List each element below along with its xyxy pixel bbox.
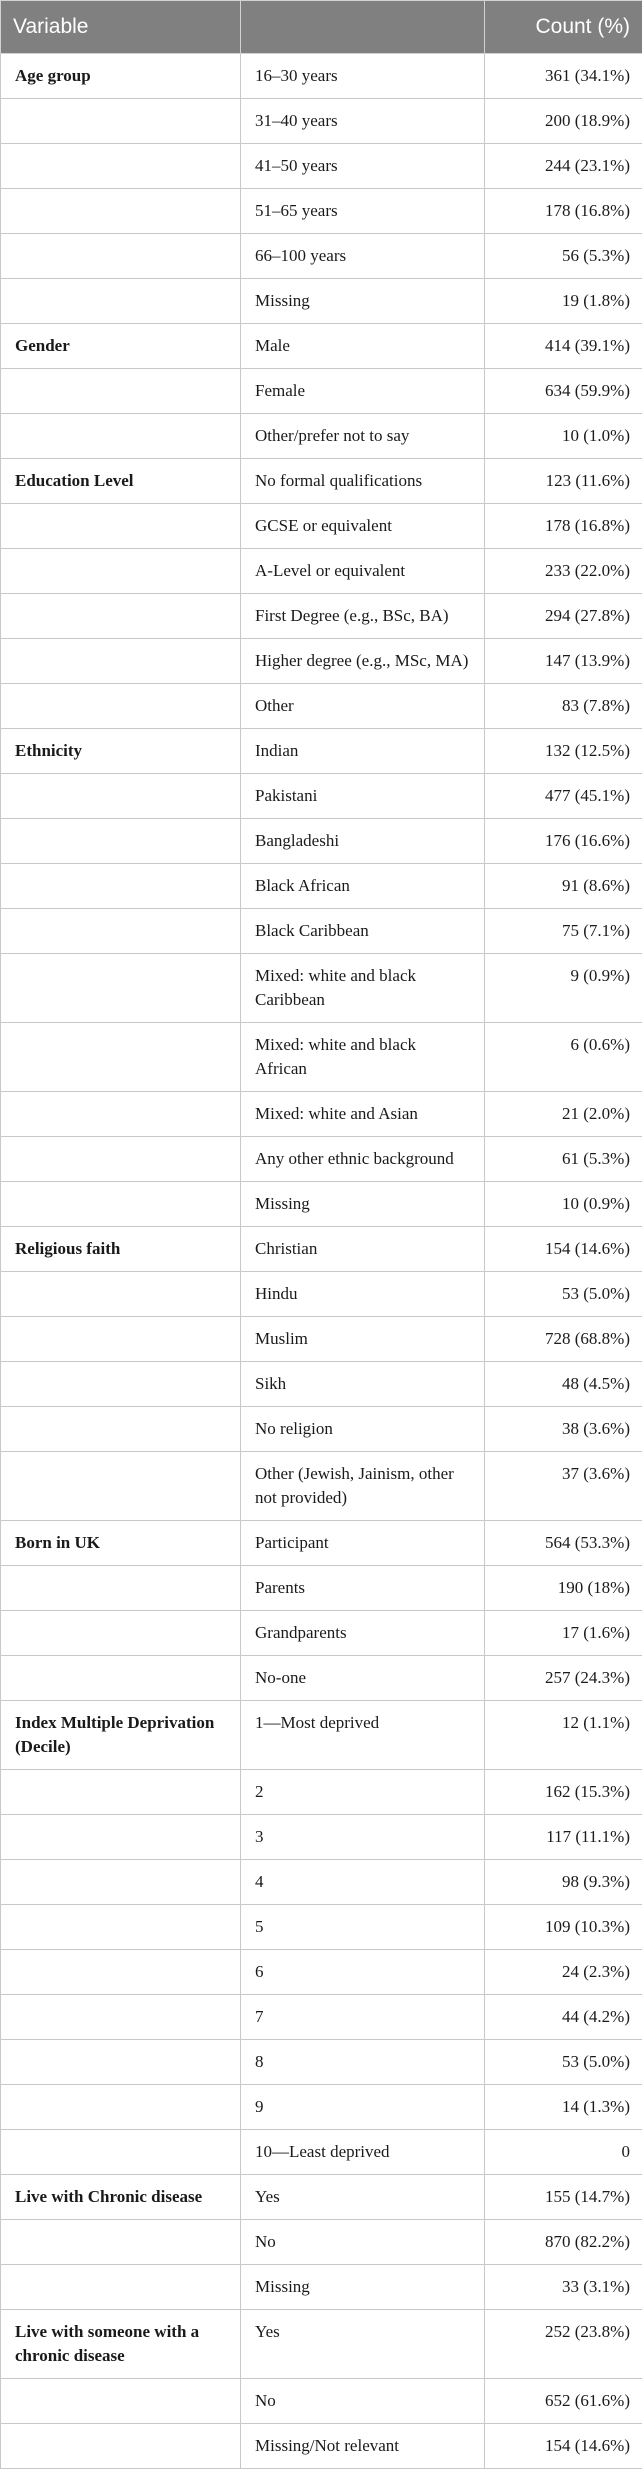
variable-cell [1, 234, 241, 279]
count-cell: 98 (9.3%) [485, 1860, 642, 1905]
table-row [1, 594, 642, 639]
table-row [1, 234, 642, 279]
category-cell: First Degree (e.g., BSc, BA) [241, 594, 485, 639]
variable-cell [1, 2220, 241, 2265]
header-count: Count (%) [485, 1, 642, 54]
table-row [1, 2175, 642, 2220]
variable-cell [1, 774, 241, 819]
variable-cell [1, 99, 241, 144]
category-cell: No formal qualifications [241, 459, 485, 504]
count-cell: 200 (18.9%) [485, 99, 642, 144]
table-row [1, 1137, 642, 1182]
variable-cell [1, 909, 241, 954]
category-cell: Mixed: white and black African [241, 1023, 485, 1092]
variable-cell: Education Level [1, 459, 241, 504]
table-row [1, 2085, 642, 2130]
table-row [1, 54, 642, 99]
count-cell: 24 (2.3%) [485, 1950, 642, 1995]
category-cell: Christian [241, 1227, 485, 1272]
table-row [1, 1905, 642, 1950]
count-cell: 176 (16.6%) [485, 819, 642, 864]
table-row [1, 1611, 642, 1656]
table-row [1, 1092, 642, 1137]
variable-cell [1, 2085, 241, 2130]
variable-cell [1, 684, 241, 729]
table-row [1, 549, 642, 594]
variable-cell [1, 144, 241, 189]
table-row [1, 2040, 642, 2085]
table-row [1, 1995, 642, 2040]
category-cell: Missing [241, 279, 485, 324]
variable-cell [1, 1905, 241, 1950]
table-row [1, 774, 642, 819]
variable-cell [1, 2379, 241, 2424]
count-cell: 53 (5.0%) [485, 1272, 642, 1317]
table-row [1, 1452, 642, 1521]
variable-cell [1, 639, 241, 684]
count-cell: 728 (68.8%) [485, 1317, 642, 1362]
count-cell: 38 (3.6%) [485, 1407, 642, 1452]
header-category [241, 1, 485, 54]
table-row [1, 639, 642, 684]
table-row [1, 459, 642, 504]
category-cell: 66–100 years [241, 234, 485, 279]
variable-cell [1, 1272, 241, 1317]
table-row [1, 909, 642, 954]
count-cell: 6 (0.6%) [485, 1023, 642, 1092]
table-row [1, 414, 642, 459]
variable-cell [1, 369, 241, 414]
table-row [1, 2265, 642, 2310]
table-body [1, 54, 642, 2469]
variable-cell [1, 2130, 241, 2175]
table-header [1, 1, 642, 54]
table-row [1, 1860, 642, 1905]
category-cell: 8 [241, 2040, 485, 2085]
table-row [1, 1362, 642, 1407]
category-cell: Grandparents [241, 1611, 485, 1656]
variable-cell: Gender [1, 324, 241, 369]
count-cell: 14 (1.3%) [485, 2085, 642, 2130]
count-cell: 147 (13.9%) [485, 639, 642, 684]
count-cell: 91 (8.6%) [485, 864, 642, 909]
category-cell: Black African [241, 864, 485, 909]
count-cell: 9 (0.9%) [485, 954, 642, 1023]
category-cell: Bangladeshi [241, 819, 485, 864]
count-cell: 75 (7.1%) [485, 909, 642, 954]
variable-cell [1, 504, 241, 549]
variable-cell: Born in UK [1, 1521, 241, 1566]
count-cell: 233 (22.0%) [485, 549, 642, 594]
count-cell: 83 (7.8%) [485, 684, 642, 729]
variable-cell [1, 1611, 241, 1656]
category-cell: 41–50 years [241, 144, 485, 189]
count-cell: 0 [485, 2130, 642, 2175]
count-cell: 19 (1.8%) [485, 279, 642, 324]
table-row [1, 1317, 642, 1362]
count-cell: 257 (24.3%) [485, 1656, 642, 1701]
category-cell: Any other ethnic background [241, 1137, 485, 1182]
table-row [1, 1770, 642, 1815]
variable-cell: Index Multiple Deprivation (Decile) [1, 1701, 241, 1770]
table-row [1, 2424, 642, 2469]
variable-cell: Ethnicity [1, 729, 241, 774]
count-cell: 37 (3.6%) [485, 1452, 642, 1521]
count-cell: 178 (16.8%) [485, 504, 642, 549]
count-cell: 244 (23.1%) [485, 144, 642, 189]
category-cell: 1—Most deprived [241, 1701, 485, 1770]
table-row [1, 2379, 642, 2424]
category-cell: Black Caribbean [241, 909, 485, 954]
table-row [1, 279, 642, 324]
category-cell: 31–40 years [241, 99, 485, 144]
variable-cell [1, 864, 241, 909]
variable-cell [1, 594, 241, 639]
table-row [1, 1950, 642, 1995]
category-cell: No-one [241, 1656, 485, 1701]
variable-cell [1, 819, 241, 864]
category-cell: 5 [241, 1905, 485, 1950]
category-cell: 51–65 years [241, 189, 485, 234]
category-cell: 7 [241, 1995, 485, 2040]
variable-cell: Religious faith [1, 1227, 241, 1272]
variable-cell [1, 189, 241, 234]
variable-cell [1, 1995, 241, 2040]
header-variable: Variable [1, 1, 241, 54]
category-cell: Higher degree (e.g., MSc, MA) [241, 639, 485, 684]
count-cell: 294 (27.8%) [485, 594, 642, 639]
count-cell: 109 (10.3%) [485, 1905, 642, 1950]
category-cell: 6 [241, 1950, 485, 1995]
category-cell: Other/prefer not to say [241, 414, 485, 459]
category-cell: Missing [241, 1182, 485, 1227]
category-cell: Female [241, 369, 485, 414]
variable-cell [1, 1182, 241, 1227]
variable-cell: Live with Chronic disease [1, 2175, 241, 2220]
variable-cell [1, 1023, 241, 1092]
category-cell: Yes [241, 2310, 485, 2379]
category-cell: Muslim [241, 1317, 485, 1362]
count-cell: 155 (14.7%) [485, 2175, 642, 2220]
count-cell: 21 (2.0%) [485, 1092, 642, 1137]
table-row [1, 99, 642, 144]
category-cell: Other (Jewish, Jainism, other not provided) [241, 1452, 485, 1521]
table-row [1, 1815, 642, 1860]
count-cell: 190 (18%) [485, 1566, 642, 1611]
count-cell: 154 (14.6%) [485, 1227, 642, 1272]
category-cell: Pakistani [241, 774, 485, 819]
count-cell: 48 (4.5%) [485, 1362, 642, 1407]
table-row [1, 504, 642, 549]
table-row [1, 1407, 642, 1452]
variable-cell [1, 279, 241, 324]
variable-cell [1, 2265, 241, 2310]
variable-cell [1, 1407, 241, 1452]
category-cell: No religion [241, 1407, 485, 1452]
category-cell: Missing/Not relevant [241, 2424, 485, 2469]
category-cell: Participant [241, 1521, 485, 1566]
count-cell: 117 (11.1%) [485, 1815, 642, 1860]
table-row [1, 819, 642, 864]
category-cell: Mixed: white and Asian [241, 1092, 485, 1137]
category-cell: 3 [241, 1815, 485, 1860]
variable-cell [1, 1860, 241, 1905]
category-cell: 4 [241, 1860, 485, 1905]
variable-cell [1, 2424, 241, 2469]
category-cell: Hindu [241, 1272, 485, 1317]
variable-cell [1, 1656, 241, 1701]
table-row [1, 1023, 642, 1092]
variable-cell: Live with someone with a chronic disease [1, 2310, 241, 2379]
variable-cell [1, 414, 241, 459]
variable-cell [1, 1317, 241, 1362]
count-cell: 61 (5.3%) [485, 1137, 642, 1182]
category-cell: Indian [241, 729, 485, 774]
count-cell: 564 (53.3%) [485, 1521, 642, 1566]
header-row [1, 1, 642, 54]
variable-cell [1, 1092, 241, 1137]
category-cell: 16–30 years [241, 54, 485, 99]
category-cell: Male [241, 324, 485, 369]
count-cell: 154 (14.6%) [485, 2424, 642, 2469]
count-cell: 10 (1.0%) [485, 414, 642, 459]
table-row [1, 2130, 642, 2175]
table-row [1, 1272, 642, 1317]
category-cell: GCSE or equivalent [241, 504, 485, 549]
variable-cell [1, 1815, 241, 1860]
category-cell: No [241, 2220, 485, 2265]
table-row [1, 324, 642, 369]
category-cell: 10—Least deprived [241, 2130, 485, 2175]
category-cell: Other [241, 684, 485, 729]
variable-cell [1, 1566, 241, 1611]
count-cell: 634 (59.9%) [485, 369, 642, 414]
count-cell: 56 (5.3%) [485, 234, 642, 279]
count-cell: 132 (12.5%) [485, 729, 642, 774]
variable-cell: Age group [1, 54, 241, 99]
table-row [1, 684, 642, 729]
variable-cell [1, 1950, 241, 1995]
count-cell: 17 (1.6%) [485, 1611, 642, 1656]
category-cell: 9 [241, 2085, 485, 2130]
count-cell: 162 (15.3%) [485, 1770, 642, 1815]
count-cell: 44 (4.2%) [485, 1995, 642, 2040]
table-row [1, 1656, 642, 1701]
variable-cell [1, 1452, 241, 1521]
count-cell: 10 (0.9%) [485, 1182, 642, 1227]
count-cell: 178 (16.8%) [485, 189, 642, 234]
variable-cell [1, 954, 241, 1023]
count-cell: 12 (1.1%) [485, 1701, 642, 1770]
category-cell: Yes [241, 2175, 485, 2220]
table-row [1, 1701, 642, 1770]
variable-cell [1, 1362, 241, 1407]
category-cell: Missing [241, 2265, 485, 2310]
category-cell: Sikh [241, 1362, 485, 1407]
count-cell: 652 (61.6%) [485, 2379, 642, 2424]
table-row [1, 1227, 642, 1272]
table-row [1, 864, 642, 909]
count-cell: 361 (34.1%) [485, 54, 642, 99]
category-cell: Mixed: white and black Caribbean [241, 954, 485, 1023]
variable-cell [1, 1770, 241, 1815]
category-cell: A-Level or equivalent [241, 549, 485, 594]
count-cell: 414 (39.1%) [485, 324, 642, 369]
category-cell: No [241, 2379, 485, 2424]
category-cell: 2 [241, 1770, 485, 1815]
table-row [1, 369, 642, 414]
count-cell: 252 (23.8%) [485, 2310, 642, 2379]
variable-cell [1, 1137, 241, 1182]
table-row [1, 2220, 642, 2265]
count-cell: 53 (5.0%) [485, 2040, 642, 2085]
table-row [1, 1182, 642, 1227]
table-row [1, 189, 642, 234]
table-row [1, 729, 642, 774]
category-cell: Parents [241, 1566, 485, 1611]
count-cell: 477 (45.1%) [485, 774, 642, 819]
count-cell: 123 (11.6%) [485, 459, 642, 504]
variable-cell [1, 549, 241, 594]
table-row [1, 1566, 642, 1611]
count-cell: 33 (3.1%) [485, 2265, 642, 2310]
variable-cell [1, 2040, 241, 2085]
table-row [1, 2310, 642, 2379]
count-cell: 870 (82.2%) [485, 2220, 642, 2265]
table-row [1, 954, 642, 1023]
table-row [1, 144, 642, 189]
table-row [1, 1521, 642, 1566]
